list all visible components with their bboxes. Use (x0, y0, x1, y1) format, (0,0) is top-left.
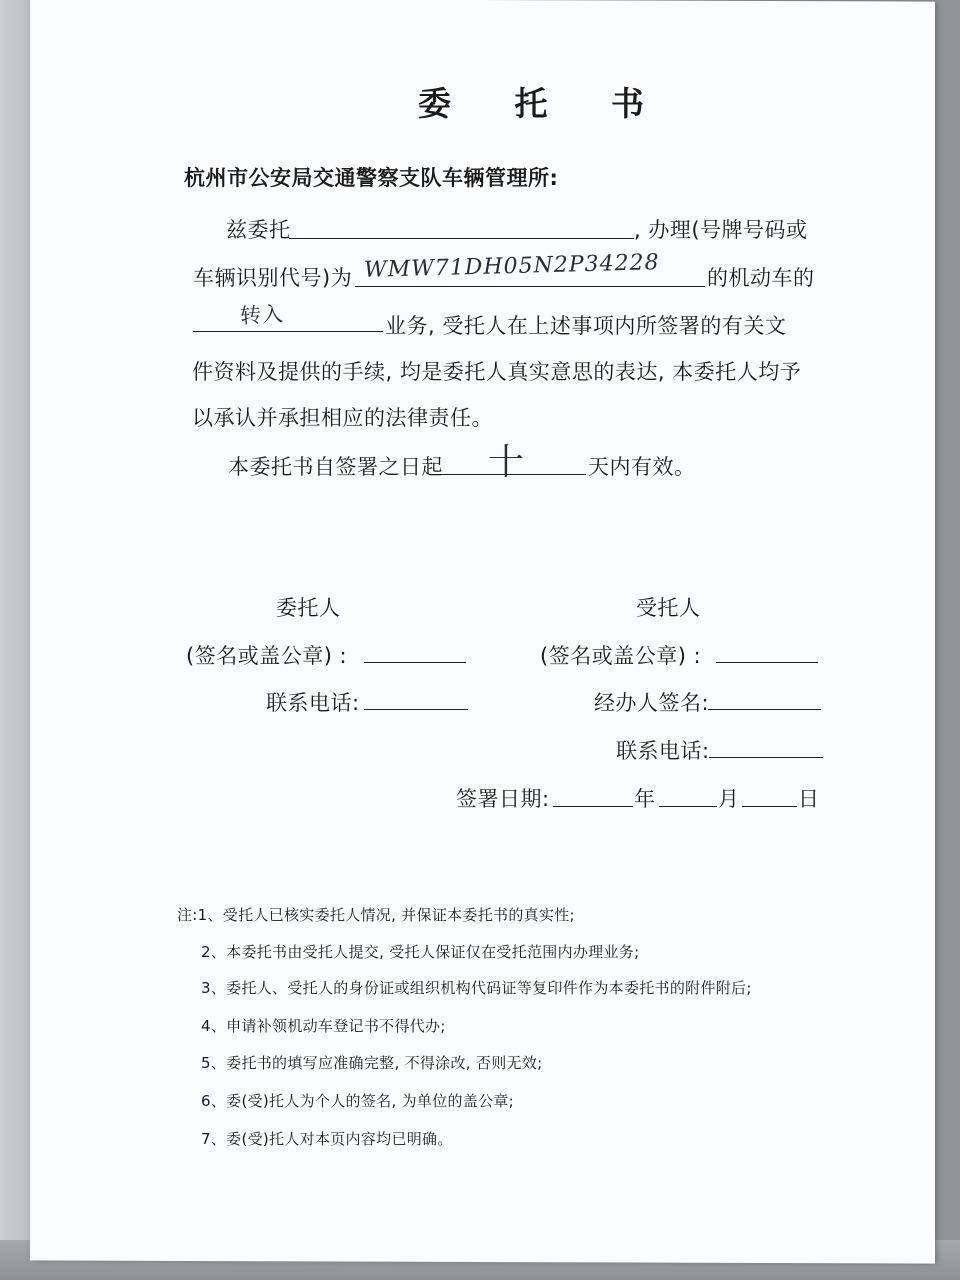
handler-sign-label: 经办人签名: (594, 691, 710, 715)
note-item: 2、本委托书由受托人提交, 受托人保证仅在受托范围内办理业务; (201, 943, 640, 961)
handwritten-days: 十 (488, 442, 526, 483)
principal-sign-blank[interactable] (364, 662, 466, 663)
agent-phone-label: 联系电话: (616, 739, 710, 763)
body-line2-suffix: 的机动车的 (707, 266, 815, 290)
validity-suffix: 天内有效。 (588, 455, 696, 479)
note-item: 6、委(受)托人为个人的签名, 为单位的盖公章; (201, 1092, 515, 1110)
note-item: 4、申请补领机动车登记书不得代办; (201, 1017, 446, 1035)
body-line4: 件资料及提供的手续, 均是委托人真实意思的表达, 本委托人均予 (192, 360, 802, 384)
agent-sign-label: (签名或盖公章) : (540, 644, 702, 668)
principal-heading: 委托人 (276, 596, 341, 620)
document-title: 委 托 书 (418, 84, 670, 123)
agent-phone-blank[interactable] (709, 757, 823, 758)
note-item: 注:1、受托人已核实委托人情况, 并保证本委托书的真实性; (177, 906, 575, 924)
validity-prefix: 本委托书自签署之日起 (228, 455, 443, 479)
date-month-blank[interactable] (659, 806, 717, 807)
body-line5: 以承认并承担相应的法律责任。 (192, 406, 493, 430)
addressee: 杭州市公安局交通警察支队车辆管理所: (184, 166, 559, 190)
note-item: 3、委托人、受托人的身份证或组织机构代码证等复印件作为本委托书的附件附后; (201, 979, 752, 997)
handwritten-business: 转入 (239, 301, 285, 329)
body-line3-suffix: 业务, 受托人在上述事项内所签署的有关文 (385, 314, 787, 338)
note-item: 7、委(受)托人对本页内容均已明确。 (201, 1130, 453, 1148)
date-year-unit: 年 (634, 787, 656, 811)
principal-phone-blank[interactable] (364, 709, 468, 710)
date-year-blank[interactable] (553, 806, 633, 807)
agent-heading: 受托人 (636, 596, 701, 620)
handwritten-vin: WMW71DH05N2P34228 (363, 250, 660, 283)
date-label: 签署日期: (456, 787, 550, 811)
date-month-unit: 月 (718, 787, 740, 811)
business-blank[interactable] (193, 331, 383, 332)
date-day-blank[interactable] (742, 806, 797, 807)
body-line2-prefix: 车辆识别代号)为 (193, 266, 353, 290)
body-line1-prefix: 兹委托 (226, 218, 291, 242)
body-line1-suffix: , 办理(号牌号码或 (634, 218, 808, 242)
principal-phone-label: 联系电话: (266, 691, 360, 715)
handler-sign-blank[interactable] (708, 709, 821, 710)
principal-sign-label: (签名或盖公章) : (186, 644, 348, 668)
principal-name-blank[interactable] (289, 238, 634, 239)
agent-sign-blank[interactable] (716, 662, 818, 663)
date-day-unit: 日 (798, 787, 820, 811)
vin-blank[interactable] (355, 286, 705, 287)
note-item: 5、委托书的填写应准确完整, 不得涂改, 否则无效; (201, 1054, 543, 1072)
